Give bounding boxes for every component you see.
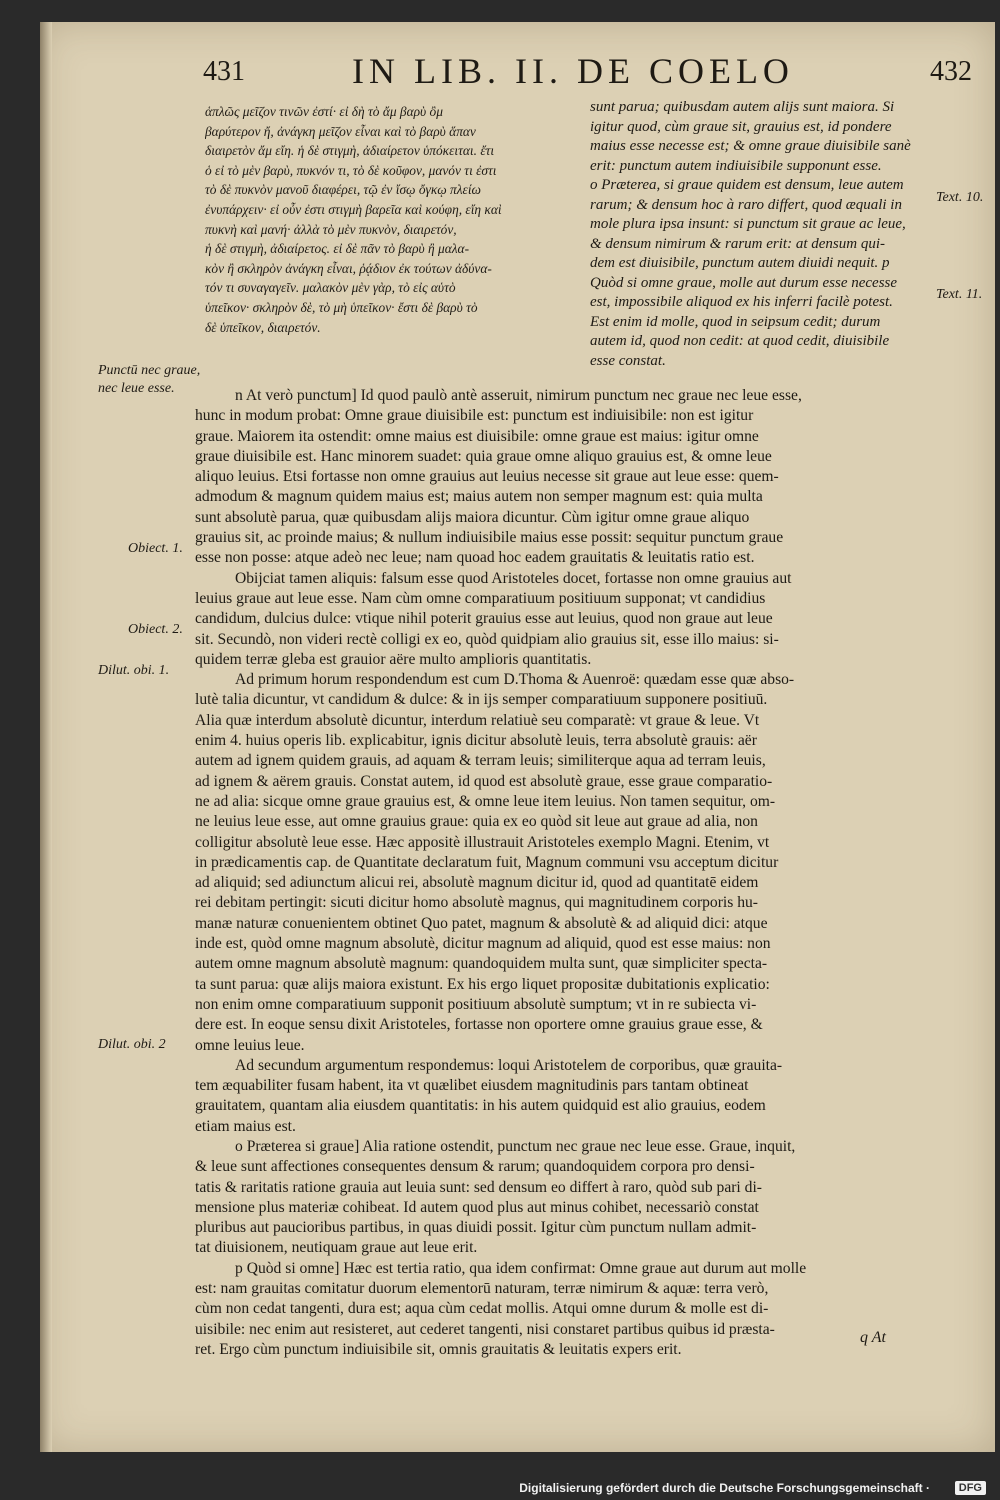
latin-line: erit: punctum autem indiuisibile supponunt esse. xyxy=(590,157,882,174)
margin-note-punctum: Punctū nec graue, nec leue esse. xyxy=(98,363,201,396)
body-line: p Quòd si omne] Hæc est tertia ratio, qua idem confirmat: Omne graue aut durum aut molle xyxy=(235,1259,807,1277)
body-line: tat diuisionem, neutiquam graue aut leue erit. xyxy=(195,1239,478,1257)
body-line: tem æquabiliter fusam habent, ita vt quælibet eiusdem magnitudinis pars tantam obtineat xyxy=(195,1077,749,1095)
latin-line: est, impossibile aliquod ex his inferri facilè potest. xyxy=(590,294,893,310)
margin-note-obiect-2: Obiect. 2. xyxy=(128,622,183,637)
latin-line: mole plura ipsa insunt: si punctum sit graue ac leue, xyxy=(590,216,906,232)
body-line: pluribus aut paucioribus partibus, in quas diuidi possit. Igitur cùm punctum nullam admit- xyxy=(195,1219,757,1237)
greek-line: ὁ εἰ τὸ μὲν βαρὺ, πυκνόν τι, τὸ δὲ κοῦφον, μανόν τι ἐστι xyxy=(205,162,497,178)
body-line: cùm non cedat tangenti, dura est; aqua cùm cedat mollis. Atqui omne durum & molle est di- xyxy=(195,1300,769,1318)
margin-note-obiect-1: Obiect. 1. xyxy=(128,541,183,556)
body-line: ne leuius leue esse, aut omne grauius graue: quia ex eo quòd sit leue aut graue ad alia, non xyxy=(195,813,758,831)
page-number-right: 432 xyxy=(930,56,972,87)
body-line: manæ naturæ conuenientem obtinet Quo patet, magnum & absolutè & ad aliquid dici: atque xyxy=(195,914,768,932)
body-line: hunc in modum probat: Omne graue diuisibile est: punctum est indiuisibile: non est igitur xyxy=(195,407,754,425)
body-line: admodum & magnum quidem maius est; maius autem non semper magnum est: quia multa xyxy=(195,488,763,506)
body-line: autem ad ignem quidem grauis, ad aquam & terram leuis; similiterque aqua ad terram leuis, xyxy=(195,752,766,770)
greek-line: βαρύτερον ἤ, ἀνάγκη μεῖζον εἶναι καὶ τὸ βαρὺ ἅπαν xyxy=(205,123,476,139)
body-line: & leue sunt affectiones consequentes densum & rarum; quandoquidem corpora pro densi- xyxy=(195,1158,755,1176)
body-line: lutè talia dicuntur, vt candidum & dulce: & in ijs semper comparatiuum supponere positiuū. xyxy=(195,691,768,709)
greek-line: τὸ δὲ πυκνὸν μανοῦ διαφέρει, τῷ ἐν ἴσῳ ὄγκῳ πλείω xyxy=(205,182,482,198)
greek-line: κὸν ἢ σκληρὸν ἀνάγκη εἶναι, ῥᾴδιον ἐκ τούτων ἀδύνα- xyxy=(205,260,492,276)
greek-line: ὑπεῖκον· σκληρὸν δὲ, τὸ μὴ ὑπεῖκον· ἔστι δὲ βαρὺ τὸ xyxy=(205,299,478,315)
body-line: ne ad alia: sicque omne graue grauius est, & omne leue item leuius. Non tamen sequitur, om- xyxy=(195,792,776,810)
greek-line: τόν τι συναγαγεῖν. μαλακὸν μὲν γὰρ, τὸ εἰς αὑτὸ xyxy=(205,280,456,296)
funding-credit: Digitalisierung gefördert durch die Deutsche Forschungsgemeinschaft · xyxy=(519,1481,930,1495)
body-line: inde est, quòd omne magnum absolutè, dicitur magnum ad aliquid, quod est esse maius: non xyxy=(195,935,771,953)
body-line: leuius graue aut leue esse. Nam cùm omne comparatiuum positiuum supponat; vt candidius xyxy=(195,589,766,607)
body-line: Alia quæ interdum absolutè dicuntur, interdum relatiuè seu comparatè: vt graue & leue. Vt xyxy=(195,711,760,729)
latin-line: o Præterea, si graue quidem est densum, leue autem xyxy=(590,177,904,193)
body-line: aliquo leuius. Etsi fortasse non omne grauius aut leuius necesse sit graue aut leue esse: quem- xyxy=(195,468,779,486)
latin-line: maius esse necesse est; & omne graue diuisibile sanè xyxy=(590,138,911,154)
greek-line: πυκνὴ καὶ μανή· ἀλλὰ τὸ μὲν πυκνὸν, διαιρετόν, xyxy=(205,221,457,237)
running-header xyxy=(40,51,995,96)
body-line: mensione plus materiæ cohibeat. Id autem quod plus aut minus cohibet, necessariò constat xyxy=(195,1198,759,1216)
body-line: quidem terræ gleba est grauior aëre multo amplioris quantitatis. xyxy=(195,650,592,668)
footer-bar xyxy=(0,1478,1000,1500)
latin-line: esse constat. xyxy=(590,352,666,369)
body-line: rei debitam pertingit: sicuti dicitur homo absolutè magnus, qui magnitudinem corporis hu- xyxy=(195,894,759,912)
body-line: sit. Secundò, non videri rectè colligi ex eo, quòd quidpiam alio grauius sit, esse illo maius: si- xyxy=(195,630,779,648)
latin-line: autem id, quod non cedit: at quod cedit, diuisibile xyxy=(590,333,890,349)
body-line: Ad secundum argumentum respondemus: loqui Aristotelem de corporibus, quæ grauita- xyxy=(235,1056,783,1074)
body-line: ad ignem & aërem grauis. Constat autem, id quod est absolutè graue, esse graue comparatio- xyxy=(195,772,773,790)
body-line: enim 4. huius operis lib. explicabitur, ignis dicitur absolutè leuis, terra absolutè grauis: aër xyxy=(195,732,757,750)
latin-line: Quòd si omne graue, molle aut durum esse necesse xyxy=(590,274,898,291)
body-line: esse non posse: atque adeò nec leue; nam quoad hoc eadem grauitatis & leuitatis ratio est. xyxy=(195,549,755,567)
body-line: grauitatem, quantam alia eiusdem quantitatis: in his autem quidquid est alio grauius, eodem xyxy=(195,1097,766,1115)
margin-note-dilut-2: Dilut. obi. 2 xyxy=(98,1037,166,1052)
latin-line: Est enim id molle, quod in seipsum cedit; durum xyxy=(590,313,881,330)
body-line: ad aliquid; sed adiunctum alicui rei, absolutè magnum dicitur id, quod ad quantitatē eidem xyxy=(195,874,759,892)
body-line: ta sunt parua: quæ alijs maiora existunt. Ex his ergo liquet propositæ dubitationis explicatio: xyxy=(195,975,770,993)
body-line: non enim omne comparatiuum supponit positiuum absolutè sumptum; vt in re subiecta vi- xyxy=(195,995,757,1013)
body-line: tatis & raritatis ratione grauia aut leuia sunt: sed densum eo differt à raro, quòd sub pari di- xyxy=(195,1178,762,1196)
body-line: Ad primum horum respondendum est cum D.Thoma & Auenroë: quædam esse quæ abso- xyxy=(235,671,795,689)
text-reference-10: Text. 10. xyxy=(936,190,984,205)
latin-line: rarum; & densum hoc à raro differt, quod æquali in xyxy=(590,196,902,213)
body-line: n At verò punctum] Id quod paulò antè asseruit, nimirum punctum nec graue nec leue esse, xyxy=(235,387,802,404)
latin-line: dem est diuisibile, punctum autem diuidi nequit. p xyxy=(590,255,890,271)
body-line: etiam maius est. xyxy=(195,1117,296,1135)
book-page xyxy=(40,22,995,1452)
greek-line: δὲ ὑπεῖκον, διαιρετόν. xyxy=(205,319,321,335)
commentary-body xyxy=(195,386,965,1360)
body-line: autem omne magnum absolutè magnum: quandoquidem multa sunt, quæ simpliciter specta- xyxy=(195,955,768,973)
body-line: candidum, dulcius dulce: vtique nihil poterit grauius esse aut leuius, quod non graue aut leue xyxy=(195,610,773,628)
body-line: o Præterea si graue] Alia ratione ostendit, punctum nec graue nec leue esse. Graue, inquit, xyxy=(235,1137,796,1155)
body-line: ret. Ergo cùm punctum indiuisibile sit, omnis grauitatis & leuitatis expers erit. xyxy=(195,1340,682,1358)
greek-line: ἡ δὲ στιγμὴ, ἀδιαίρετος. εἰ δὲ πᾶν τὸ βαρὺ ἢ μαλα- xyxy=(205,241,470,257)
body-line: est: nam grauitas comitatur duorum elementorū naturam, terræ nimirum & aquæ: terra verò, xyxy=(195,1280,769,1298)
body-line: uisibile: nec enim aut resisteret, aut cederet tangenti, nisi constaret partibus quibus id præsta- xyxy=(195,1320,775,1338)
page-number-left: 431 xyxy=(203,56,245,87)
margin-note-dilut-1: Dilut. obi. 1. xyxy=(98,663,170,678)
body-line: colligitur absolutè leue esse. Hæc appositè illustrauit Aristoteles exemplo Magni. Etenim, vt xyxy=(195,833,770,851)
catchword: q At xyxy=(860,1329,886,1346)
body-line: dere est. In eoque sensu dixit Aristoteles, fortasse non oportere omne grauius graue esse, & xyxy=(195,1016,763,1034)
greek-line: ἐνυπάρχειν· εἰ οὖν ἐστι στιγμὴ βαρεῖα καὶ κούφη, εἴη καὶ xyxy=(205,201,502,217)
body-line: graue diuisibile est. Hanc minorem suadet: quia graue omne aliquo grauius est, & omne leue xyxy=(195,447,772,465)
latin-line: & densum nimirum & rarum erit: at densum qui- xyxy=(590,235,885,252)
text-reference-11: Text. 11. xyxy=(936,287,983,302)
latin-translation-column xyxy=(590,98,935,371)
body-line: grauius sit, ac proinde maius; & nullum indiuisibile maius esse possit: sequitur punctum graue xyxy=(195,529,784,547)
greek-line: ἁπλῶς μεῖζον τινῶν ἐστί· εἰ δὴ τὸ ἄμ βαρὺ ὂμ xyxy=(205,104,443,119)
page-gutter-shadow xyxy=(40,22,52,1452)
latin-line: sunt parua; quibusdam autem alijs sunt maiora. Si xyxy=(590,99,895,115)
greek-text-column xyxy=(205,102,597,337)
body-line: omne leuius leue. xyxy=(195,1036,305,1054)
latin-line: igitur quod, cùm graue sit, grauius est, id pondere xyxy=(590,118,892,135)
body-line: Obijciat tamen aliquis: falsum esse quod Aristoteles docet, fortasse non omne grauius aut xyxy=(235,569,792,587)
running-title: IN LIB. II. DE COELO xyxy=(352,51,794,91)
body-line: graue. Maiorem ita ostendit: omne maius est diuisibile: omne graue est maius: igitur omne xyxy=(195,427,759,445)
body-line: in prædicamentis cap. de Quantitate declaratum fuit, Magnum communi vsu acceptum dicitur xyxy=(195,853,779,871)
greek-line: διαιρετὸν ἄμ εἴη. ἡ δὲ στιγμὴ, ἀδιαίρετον ὑπόκειται. ἔτι xyxy=(205,143,495,159)
body-line: sunt absolutè parua, quæ quibusdam alijs maiora dicuntur. Cùm igitur omne graue aliquo xyxy=(195,508,750,526)
dfg-logo: DFG xyxy=(955,1481,986,1495)
